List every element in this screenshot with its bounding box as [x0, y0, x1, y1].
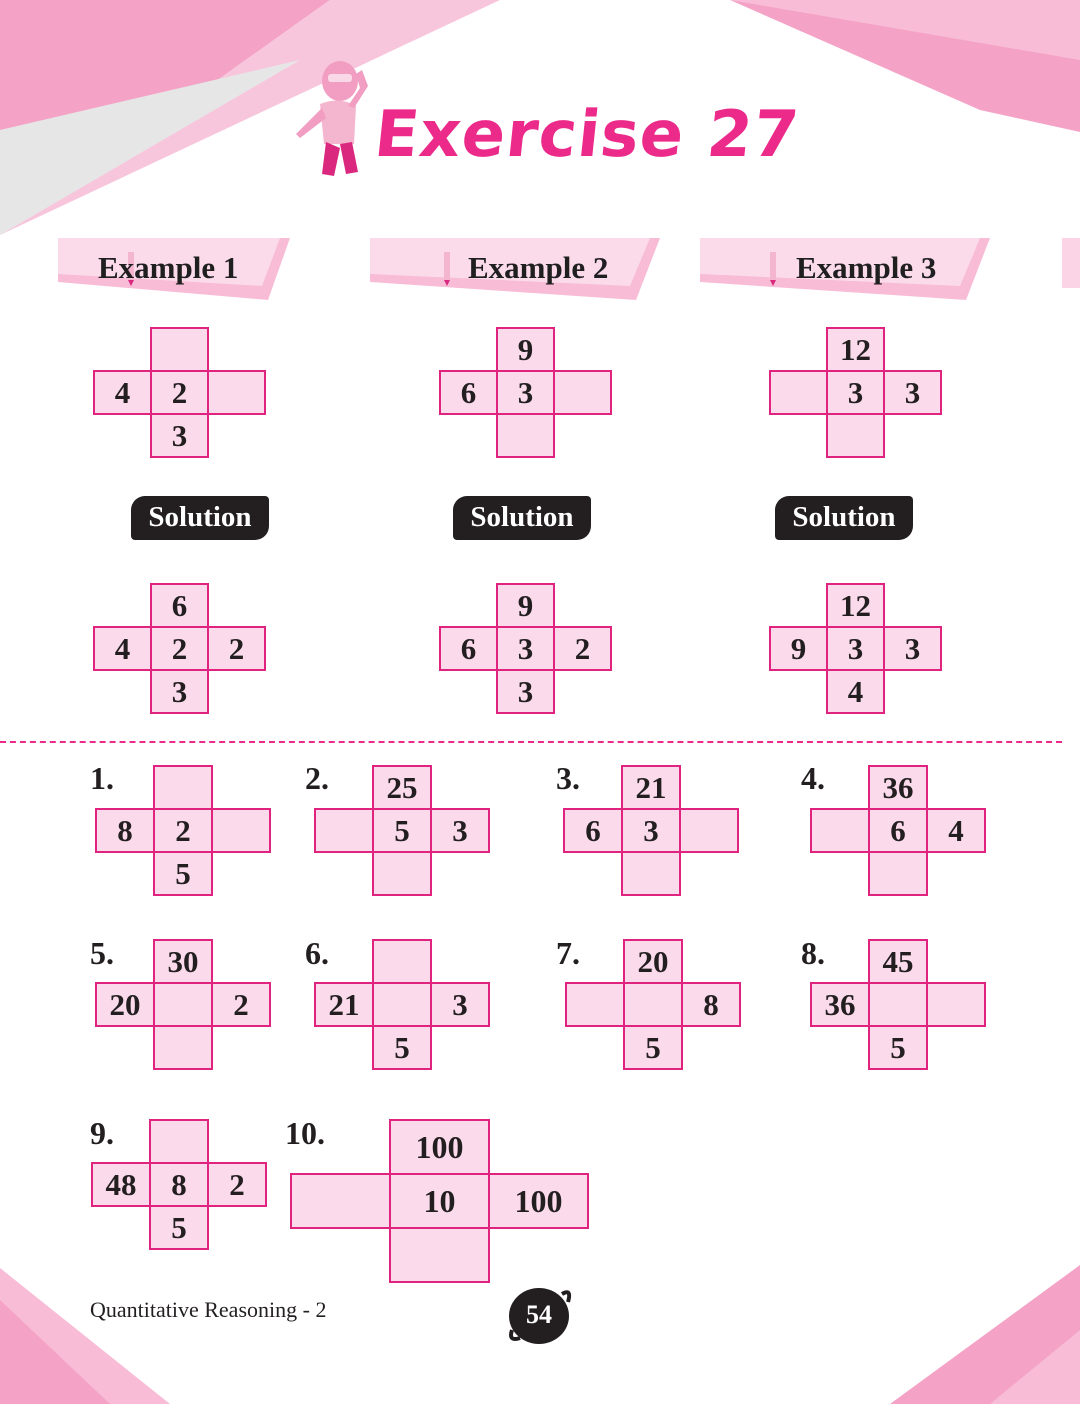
question-9-puzzle — [91, 1119, 265, 1248]
cell-top: 12 — [826, 327, 885, 372]
cell-right: 3 — [430, 982, 490, 1027]
cell-left: 6 — [563, 808, 623, 853]
question-number: 3. — [556, 760, 580, 796]
cell-center: 8 — [149, 1162, 209, 1207]
cell-right — [679, 808, 739, 853]
cell-left: 36 — [810, 982, 870, 1027]
page-number-badge — [506, 1286, 572, 1346]
example-1-puzzle — [93, 327, 264, 456]
cell-bottom — [372, 851, 432, 896]
question-8-puzzle — [810, 939, 984, 1068]
cell-bottom: 3 — [150, 413, 209, 458]
example-2-puzzle — [439, 327, 610, 456]
example-label: Example 3 — [796, 250, 937, 285]
cell-top: 6 — [150, 583, 209, 628]
example-label: Example 1 — [98, 250, 239, 285]
cell-left: 20 — [95, 982, 155, 1027]
cell-bottom: 5 — [372, 1025, 432, 1070]
cell-top — [149, 1119, 209, 1164]
cell-right: 3 — [430, 808, 490, 853]
cell-top: 45 — [868, 939, 928, 984]
cell-center: 2 — [150, 626, 209, 671]
question-number: 7. — [556, 935, 580, 971]
solution-badge: Solution — [453, 496, 591, 540]
cell-bottom: 5 — [868, 1025, 928, 1070]
solution-badge: Solution — [775, 496, 913, 540]
cell-center — [153, 982, 213, 1027]
cell-top: 21 — [621, 765, 681, 810]
cell-top: 100 — [389, 1119, 490, 1175]
character-illustration — [290, 56, 380, 186]
section-divider — [0, 741, 1062, 743]
cell-right — [211, 808, 271, 853]
pencil-icon — [762, 248, 784, 288]
example-tab-3 — [700, 238, 992, 300]
cell-right — [553, 370, 612, 415]
question-6-puzzle — [314, 939, 488, 1068]
cell-center — [623, 982, 683, 1027]
cell-left: 21 — [314, 982, 374, 1027]
question-5-puzzle — [95, 939, 269, 1068]
cell-left: 4 — [93, 370, 152, 415]
cell-bottom: 3 — [150, 669, 209, 714]
cell-right: 3 — [883, 626, 942, 671]
cell-center: 3 — [826, 626, 885, 671]
cell-right: 2 — [207, 1162, 267, 1207]
solution-badge: Solution — [131, 496, 269, 540]
cell-center — [868, 982, 928, 1027]
example-3-solution — [769, 583, 940, 712]
example-tab-1 — [58, 238, 294, 300]
cell-center: 3 — [826, 370, 885, 415]
cell-bottom: 5 — [623, 1025, 683, 1070]
question-number: 8. — [801, 935, 825, 971]
question-3-puzzle — [563, 765, 737, 894]
cell-bottom — [868, 851, 928, 896]
question-10-puzzle — [290, 1119, 587, 1281]
cell-center: 2 — [153, 808, 213, 853]
cell-right: 2 — [207, 626, 266, 671]
cell-bottom — [389, 1227, 490, 1283]
footer-title: Quantitative Reasoning - 2 — [90, 1297, 327, 1322]
question-2-puzzle — [314, 765, 488, 894]
example-3-puzzle — [769, 327, 940, 456]
cell-bottom: 5 — [153, 851, 213, 896]
cell-left: 6 — [439, 370, 498, 415]
cell-top: 12 — [826, 583, 885, 628]
cell-left: 4 — [93, 626, 152, 671]
cell-bottom: 3 — [496, 669, 555, 714]
cell-top: 9 — [496, 327, 555, 372]
cell-bottom: 5 — [149, 1205, 209, 1250]
cell-top: 30 — [153, 939, 213, 984]
cell-left — [314, 808, 374, 853]
cell-center: 10 — [389, 1173, 490, 1229]
cell-left — [810, 808, 870, 853]
question-number: 6. — [305, 935, 329, 971]
example-tab-2 — [370, 238, 660, 300]
page-title: Exercise 27 — [371, 98, 803, 172]
example-1-solution — [93, 583, 264, 712]
question-number: 4. — [801, 760, 825, 796]
cell-top: 20 — [623, 939, 683, 984]
question-number: 9. — [90, 1115, 114, 1151]
cell-left — [565, 982, 625, 1027]
cell-center: 5 — [372, 808, 432, 853]
cell-left: 6 — [439, 626, 498, 671]
cell-top — [150, 327, 209, 372]
cell-right: 4 — [926, 808, 986, 853]
cell-top — [153, 765, 213, 810]
cell-left — [769, 370, 828, 415]
cell-right: 8 — [681, 982, 741, 1027]
cell-center: 6 — [868, 808, 928, 853]
cell-right: 2 — [211, 982, 271, 1027]
question-number: 5. — [90, 935, 114, 971]
cell-top: 36 — [868, 765, 928, 810]
cell-right: 100 — [488, 1173, 589, 1229]
pencil-icon — [436, 248, 458, 288]
cell-center: 2 — [150, 370, 209, 415]
question-number: 1. — [90, 760, 114, 796]
cell-left: 48 — [91, 1162, 151, 1207]
cell-right — [207, 370, 266, 415]
cell-bottom — [496, 413, 555, 458]
cell-left: 8 — [95, 808, 155, 853]
question-number: 2. — [305, 760, 329, 796]
cell-center — [372, 982, 432, 1027]
question-4-puzzle — [810, 765, 984, 894]
cell-right — [926, 982, 986, 1027]
cell-top: 9 — [496, 583, 555, 628]
example-2-solution — [439, 583, 610, 712]
question-1-puzzle — [95, 765, 269, 894]
cell-left — [290, 1173, 391, 1229]
cell-right: 3 — [883, 370, 942, 415]
cell-top: 25 — [372, 765, 432, 810]
page-number: 54 — [526, 1300, 552, 1329]
question-7-puzzle — [565, 939, 739, 1068]
cell-bottom — [621, 851, 681, 896]
cell-right: 2 — [553, 626, 612, 671]
example-label: Example 2 — [468, 250, 609, 285]
cell-center: 3 — [496, 626, 555, 671]
question-number: 10. — [285, 1115, 325, 1151]
cell-bottom: 4 — [826, 669, 885, 714]
cell-center: 3 — [496, 370, 555, 415]
cell-bottom — [153, 1025, 213, 1070]
cell-left: 9 — [769, 626, 828, 671]
cell-center: 3 — [621, 808, 681, 853]
cell-bottom — [826, 413, 885, 458]
cell-top — [372, 939, 432, 984]
